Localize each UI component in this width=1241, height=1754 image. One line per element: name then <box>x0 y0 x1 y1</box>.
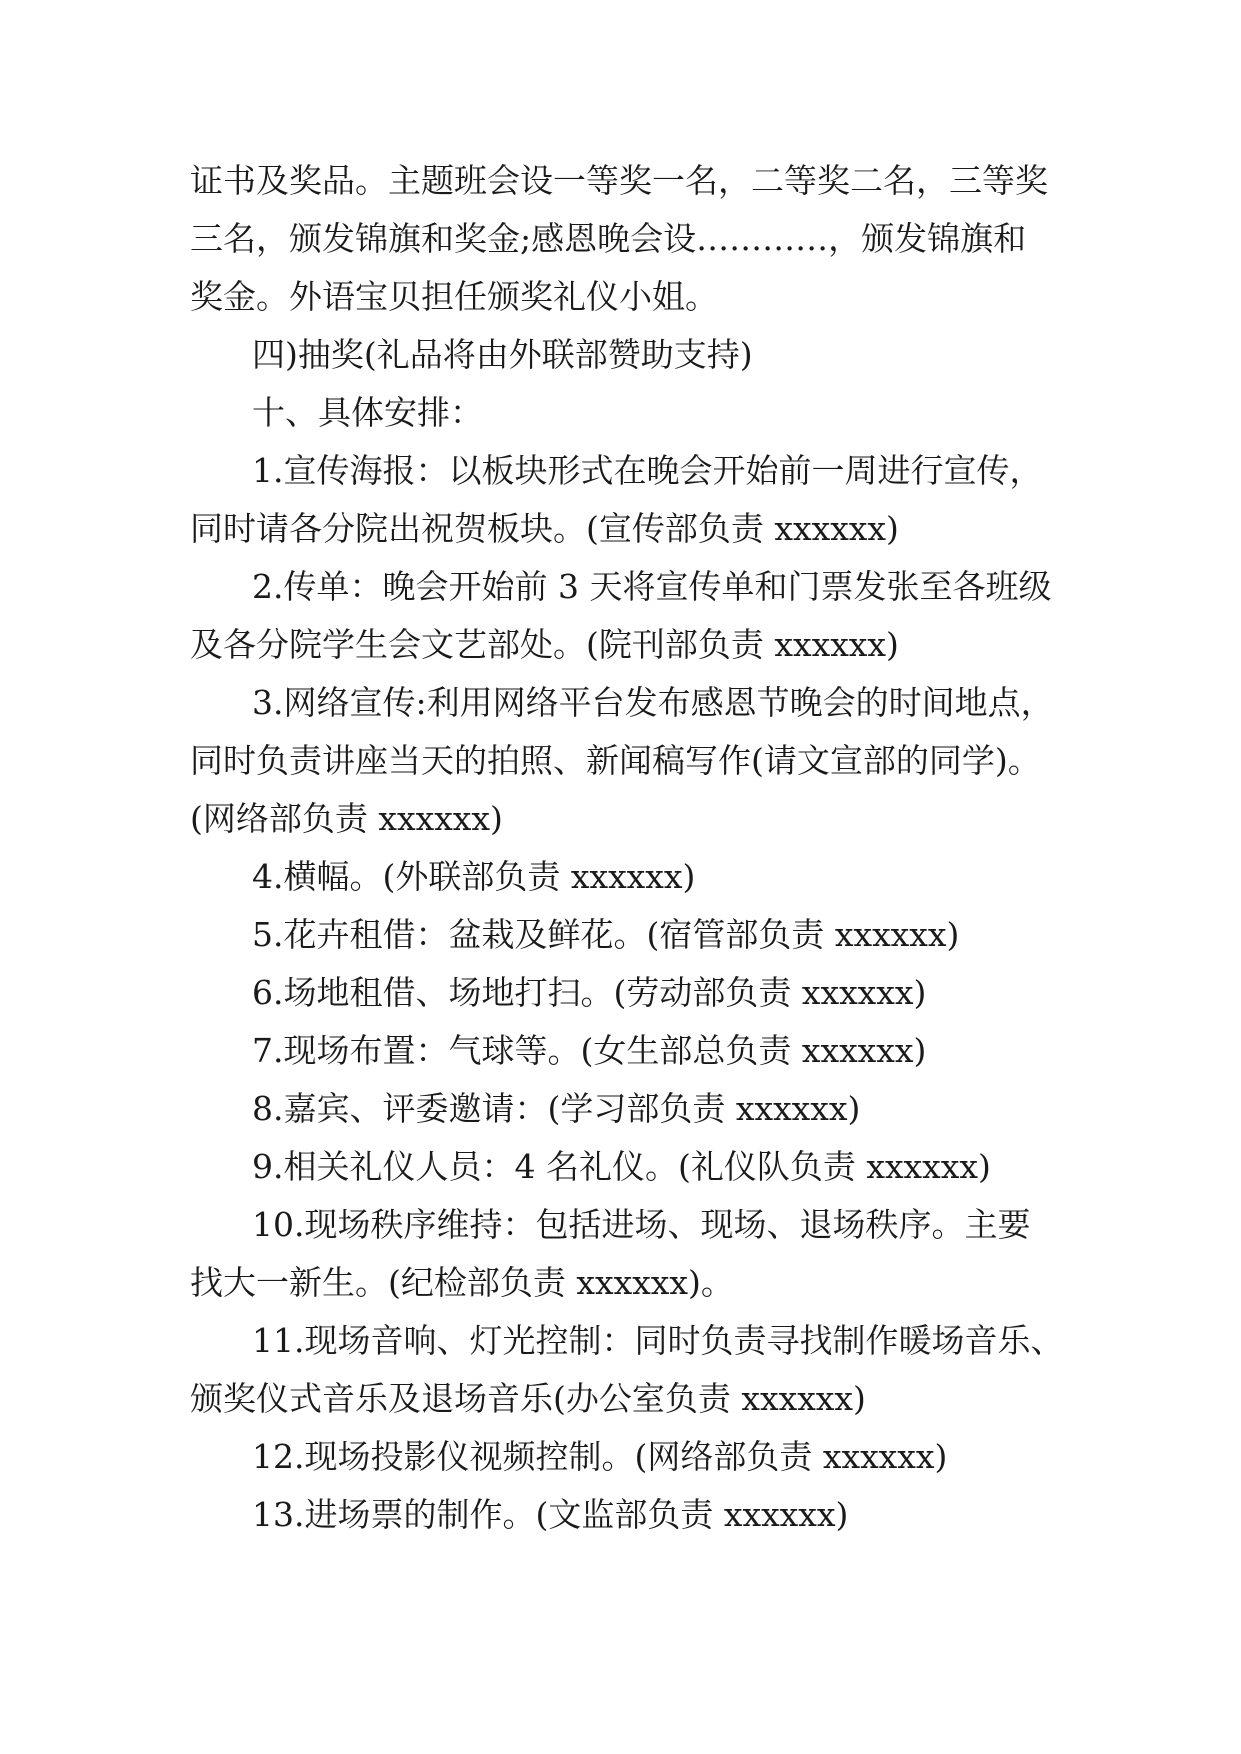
text-line: 11.现场音响、灯光控制：同时负责寻找制作暖场音乐、 <box>252 1321 1064 1360</box>
text-line: 3.网络宣传:利用网络平台发布感恩节晚会的时间地点， <box>252 683 1054 722</box>
text-line: 证书及奖品。主题班会设一等奖一名，二等奖二名，三等奖 <box>190 161 1048 200</box>
list-item-11 <box>190 1312 1070 1428</box>
text-line: 找大一新生。(纪检部负责 xxxxxx)。 <box>190 1263 734 1302</box>
text-line: 及各分院学生会文艺部处。(院刊部负责 xxxxxx) <box>190 625 899 664</box>
text-line: 10.现场秩序维持：包括进场、现场、退场秩序。主要 <box>252 1205 1031 1244</box>
text-line: 7.现场布置：气球等。(女生部总负责 xxxxxx) <box>252 1031 927 1070</box>
lottery-paragraph <box>190 326 1070 384</box>
list-item-9 <box>190 1138 1070 1196</box>
list-item-2 <box>190 558 1070 674</box>
text-line: 5.花卉租借：盆栽及鲜花。(宿管部负责 xxxxxx) <box>252 915 960 954</box>
text-line: 12.现场投影仪视频控制。(网络部负责 xxxxxx) <box>252 1437 948 1476</box>
list-item-1 <box>190 442 1070 558</box>
text-line: 颁奖仪式音乐及退场音乐(办公室负责 xxxxxx) <box>190 1379 866 1418</box>
text-line: 13.进场票的制作。(文监部负责 xxxxxx) <box>252 1495 849 1534</box>
list-item-10 <box>190 1196 1070 1312</box>
text-line: (网络部负责 xxxxxx) <box>190 799 503 838</box>
list-item-4 <box>190 848 1070 906</box>
list-item-8 <box>190 1080 1070 1138</box>
section-heading <box>190 384 1070 442</box>
text-line: 四)抽奖(礼品将由外联部赞助支持) <box>252 335 753 374</box>
award-paragraph <box>190 152 1070 326</box>
text-line: 6.场地租借、场地打扫。(劳动部负责 xxxxxx) <box>252 973 927 1012</box>
text-line: 同时请各分院出祝贺板块。(宣传部负责 xxxxxx) <box>190 509 899 548</box>
text-line: 2.传单：晚会开始前 3 天将宣传单和门票发张至各班级 <box>252 567 1052 606</box>
list-item-5 <box>190 906 1070 964</box>
list-item-6 <box>190 964 1070 1022</box>
text-line: 4.横幅。(外联部负责 xxxxxx) <box>252 857 696 896</box>
list-item-12 <box>190 1428 1070 1486</box>
text-line: 十、具体安排： <box>252 393 483 432</box>
list-item-13 <box>190 1486 1070 1544</box>
text-line: 同时负责讲座当天的拍照、新闻稿写作(请文宣部的同学)。 <box>190 741 1041 780</box>
list-item-3 <box>190 674 1070 848</box>
list-item-7 <box>190 1022 1070 1080</box>
text-line: 8.嘉宾、评委邀请：(学习部负责 xxxxxx) <box>252 1089 861 1128</box>
text-line: 三名，颁发锦旗和奖金;感恩晚会设…………，颁发锦旗和 <box>190 219 1027 258</box>
text-line: 1.宣传海报：以板块形式在晚会开始前一周进行宣传， <box>252 451 1043 490</box>
text-line: 奖金。外语宝贝担任颁奖礼仪小姐。 <box>190 277 718 316</box>
document-body <box>190 152 1070 1544</box>
text-line: 9.相关礼仪人员：4 名礼仪。(礼仪队负责 xxxxxx) <box>252 1147 991 1186</box>
